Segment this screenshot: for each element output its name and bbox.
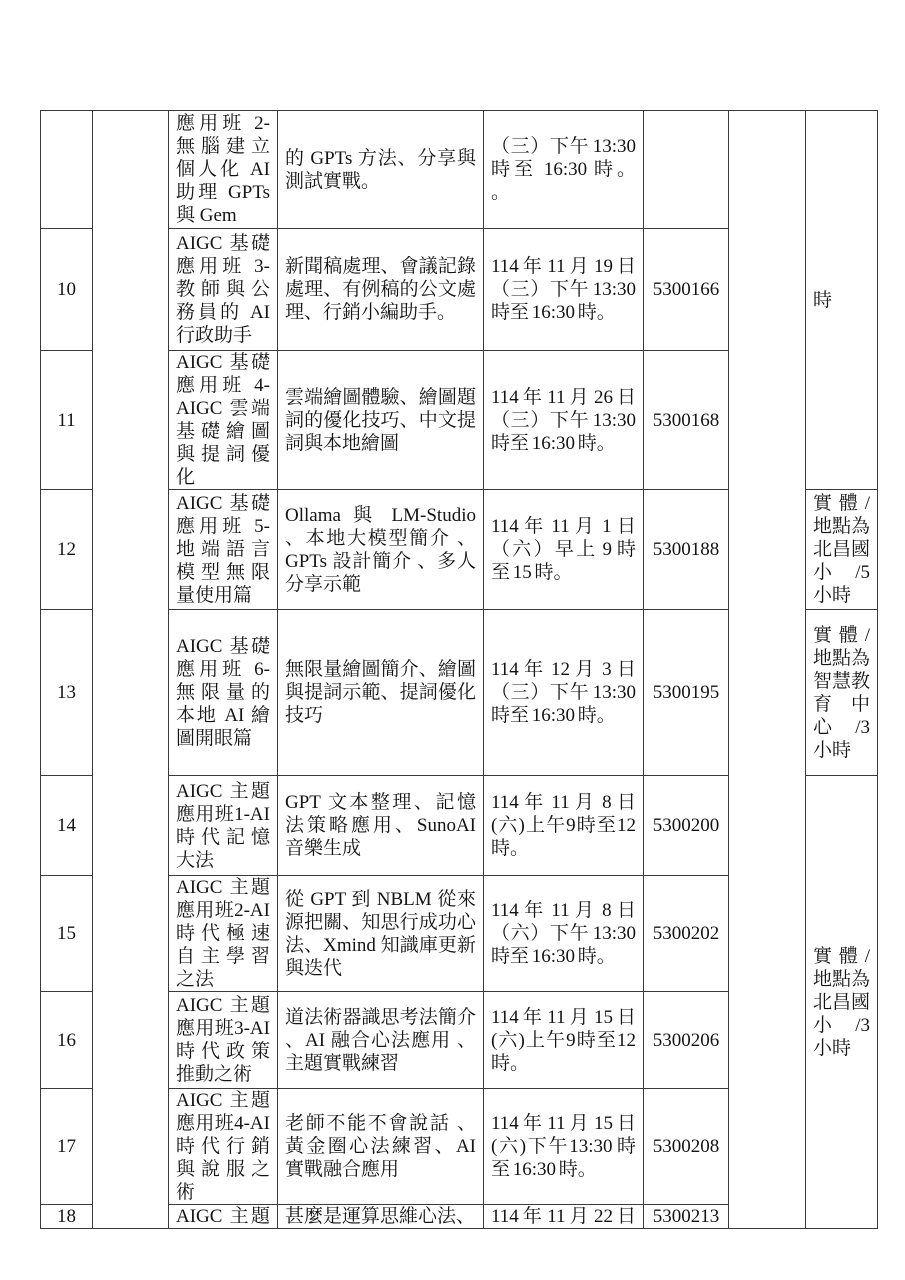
- course-name-cell: AIGC 基礎應用班 6-無限量的本地 AI 繪圖開眼篇: [169, 610, 278, 776]
- course-desc-cell: 無限量繪圖簡介、繪圖與提詞示範、提詞優化技巧: [278, 610, 484, 776]
- course-code-cell: 5300188: [644, 490, 729, 610]
- course-code-cell: 5300202: [644, 876, 729, 992]
- date-time-cell: 114 年 11 月 1 日（六）早上 9 時至 15 時。: [484, 490, 644, 610]
- row-number-cell: 11: [41, 351, 93, 490]
- course-name-cell: AIGC 基礎應用班 5-地端語言模型無限量使用篇: [169, 490, 278, 610]
- course-code-cell: 5300208: [644, 1089, 729, 1205]
- row-number-cell: 18: [41, 1205, 93, 1229]
- course-code-cell: 5300166: [644, 229, 729, 351]
- date-time-cell: （三）下午 13:30 時至 16:30 時。 。: [484, 111, 644, 229]
- course-code-cell: 5300168: [644, 351, 729, 490]
- category-cell: [93, 111, 169, 1229]
- course-name-cell: AIGC 主題應用班2-AI 時代極速自主學習之法: [169, 876, 278, 992]
- row-number-cell: 12: [41, 490, 93, 610]
- location-hours-cell: 實體/地點為北昌國小/3 小時: [806, 776, 878, 1229]
- course-desc-cell: 的 GPTs 方法、分享與測試實戰。: [278, 111, 484, 229]
- course-code-cell: 5300213: [644, 1205, 729, 1229]
- notes-cell: [729, 111, 806, 1229]
- date-time-cell: 114 年 11 月 19 日（三）下午 13:30 時至 16:30 時。: [484, 229, 644, 351]
- course-name-cell: 應用班 2-無腦建立個人化 AI 助理 GPTs 與 Gem: [169, 111, 278, 229]
- course-desc-cell: 老師不能不會說話 、黃金圈心法練習、AI 實戰融合應用: [278, 1089, 484, 1205]
- date-time-cell: 114 年 11 月 15 日(六)下午13:30 時至 16:30 時。: [484, 1089, 644, 1205]
- course-name-cell: AIGC 基礎應用班 4-AIGC 雲端基礎繪圖與提詞優化: [169, 351, 278, 490]
- location-hours-cell: 實體/地點為智慧教育中心/3 小時: [806, 610, 878, 776]
- row-number-cell: 15: [41, 876, 93, 992]
- course-name-cell: AIGC 基礎應用班 3-教師與公務員的 AI 行政助手: [169, 229, 278, 351]
- course-desc-cell: Ollama 與 LM-Studio 、本地大模型簡介 、GPTs 設計簡介 、多人分享示範: [278, 490, 484, 610]
- row-number-cell: 13: [41, 610, 93, 776]
- location-hours-cell: 實體/地點為北昌國小/5 小時: [806, 490, 878, 610]
- course-desc-cell: 雲端繪圖體驗、繪圖題詞的優化技巧、中文提詞與本地繪圖: [278, 351, 484, 490]
- course-name-cell: AIGC 主題應用班1-AI 時代記憶大法: [169, 776, 278, 876]
- row-number-cell: 10: [41, 229, 93, 351]
- course-desc-cell: GPT 文本整理、記憶法策略應用、SunoAI 音樂生成: [278, 776, 484, 876]
- course-name-cell: AIGC 主題: [169, 1205, 278, 1229]
- course-name-cell: AIGC 主題應用班4-AI 時代行銷與說服之術: [169, 1089, 278, 1205]
- course-desc-cell: 甚麼是運算思維心法、: [278, 1205, 484, 1229]
- date-time-cell: 114 年 12 月 3 日（三）下午 13:30 時至 16:30 時。: [484, 610, 644, 776]
- course-code-cell: 5300206: [644, 992, 729, 1089]
- course-desc-cell: 從 GPT 到 NBLM 從來源把關、知思行成功心法、Xmind 知識庫更新與迭代: [278, 876, 484, 992]
- table-row-9-continued: [41, 111, 878, 229]
- course-desc-cell: 新聞稿處理、會議記錄處理、有例稿的公文處理、行銷小編助手。: [278, 229, 484, 351]
- date-time-cell: 114 年 11 月 15 日(六)上午9時至12時。: [484, 992, 644, 1089]
- course-code-cell: 5300200: [644, 776, 729, 876]
- course-name-cell: AIGC 主題應用班3-AI 時代政策推動之術: [169, 992, 278, 1089]
- course-code-cell: 5300195: [644, 610, 729, 776]
- row-number-cell: 17: [41, 1089, 93, 1205]
- date-time-cell: 114 年 11 月 26 日（三）下午 13:30 時至 16:30 時。: [484, 351, 644, 490]
- row-number-cell: [41, 111, 93, 229]
- date-time-cell: 114 年 11 月 22 日: [484, 1205, 644, 1229]
- date-time-cell: 114 年 11 月 8 日（六）下午 13:30 時至 16:30 時。: [484, 876, 644, 992]
- date-time-cell: 114 年 11 月 8 日(六)上午9時至12時。: [484, 776, 644, 876]
- row-number-cell: 16: [41, 992, 93, 1089]
- course-schedule-table: [40, 110, 878, 1229]
- course-code-cell: [644, 111, 729, 229]
- course-desc-cell: 道法術器識思考法簡介 、AI 融合心法應用 、主題實戰練習: [278, 992, 484, 1089]
- row-number-cell: 14: [41, 776, 93, 876]
- location-hours-cell: 時: [806, 111, 878, 490]
